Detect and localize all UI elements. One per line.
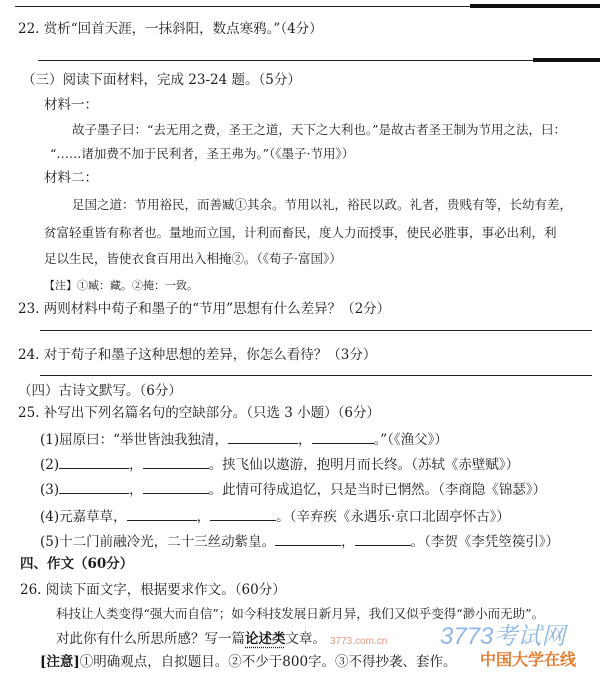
fill-text: (5)十二门前融冷光，二十三丝动紫皇。 xyxy=(40,534,276,550)
fill-blank[interactable] xyxy=(127,507,197,521)
fill-blank[interactable] xyxy=(59,455,129,469)
fill-blank[interactable] xyxy=(143,480,209,494)
answer-line xyxy=(15,6,470,7)
essay-prompt xyxy=(56,630,326,648)
question-22: 22. 赏析“回首天涯，一抹斜阳，数点寒鸦。”（4分） xyxy=(18,21,323,37)
attention-note xyxy=(40,653,457,671)
attention-text: ①明确观点，自拟题目。②不少于800字。③不得抄袭、套作。 xyxy=(79,654,457,670)
answer-line xyxy=(40,375,592,376)
fill-item-4 xyxy=(40,507,510,526)
watermark-cn: 中国大学在线 xyxy=(480,652,577,669)
material-1-text: 故子墨子曰：“去无用之费，圣王之道，天下之大利也。”是故古者圣王制为节用之法，曰： xyxy=(72,122,567,137)
essay-prompt: 科技让人类变得“强大而自信”；如今科技发展日新月异，我们又似乎变得“渺小而无助”。 xyxy=(56,606,545,621)
part-4-heading: 四、作文（60分） xyxy=(20,556,134,572)
question-23: 23. 两则材料中荀子和墨子的“节用”思想有什么差异？（2分） xyxy=(18,301,391,317)
emphasis-text: 论述类 xyxy=(245,631,286,647)
section-4-heading: （四）古诗文默写。（6分） xyxy=(18,383,182,399)
fill-text: (1)屈原曰：“举世皆浊我独清， xyxy=(40,432,229,448)
comma: ， xyxy=(196,509,211,525)
section-3-heading: （三）阅读下面材料，完成 23-24 题。（5分） xyxy=(22,72,301,88)
fill-text: 。（李贺《李凭箜篌引》） xyxy=(410,534,560,550)
material-2-text: 贫富轻重皆有称者也。量地而立国，计利而畜民，度人力而授事，使民必胜事，事必出利，利 xyxy=(44,225,557,240)
material-2-label: 材料二： xyxy=(44,170,98,186)
fill-text: 。此情可待成追忆，只是当时已惘然。（李商隐《锦瑟》） xyxy=(208,482,547,498)
fill-blank[interactable] xyxy=(210,507,276,521)
note: 【注】①臧：藏。②掩：一致。 xyxy=(44,279,198,292)
fill-text: (2) xyxy=(40,457,60,473)
fill-item-1 xyxy=(40,430,448,449)
material-1-text: “……诸加费不加于民利者，圣王弗为。”（《墨子·节用》） xyxy=(50,146,355,161)
material-2-text: 足国之道：节用裕民，而善臧①其余。节用以礼，裕民以政。礼者，贵贱有等，长幼有差， xyxy=(72,197,573,212)
fill-blank[interactable] xyxy=(143,455,209,469)
watermark-logo: 3773考试网 xyxy=(440,623,566,650)
comma: ， xyxy=(129,457,143,473)
watermark-url: 3773.com.cn xyxy=(330,636,388,647)
comma: ， xyxy=(129,482,143,498)
comma: ， xyxy=(341,534,355,550)
prompt-text: 文章。 xyxy=(285,631,326,647)
fill-text: 。（辛弃疾《永遇乐·京口北固亭怀古》） xyxy=(276,509,510,525)
answer-line xyxy=(38,60,533,61)
fill-blank[interactable] xyxy=(355,532,411,546)
fill-text: 。”（《渔父》） xyxy=(373,432,448,448)
fill-item-2 xyxy=(40,455,519,474)
fill-blank[interactable] xyxy=(275,532,341,546)
fill-item-3 xyxy=(40,480,546,499)
material-2-text: 足以生民，皆使衣食百用出入相掩②。（《荀子·富国》） xyxy=(44,251,342,266)
fill-blank[interactable] xyxy=(59,480,129,494)
fill-text: 。挟飞仙以遨游，抱明月而长终。（苏轼《赤壁赋》） xyxy=(208,457,520,473)
comma: ， xyxy=(298,432,312,448)
answer-line-thick xyxy=(470,4,600,8)
fill-text: (4)元嘉草草， xyxy=(40,509,127,525)
attention-label: [注意] xyxy=(40,654,80,670)
answer-line xyxy=(40,330,592,331)
fill-blank[interactable] xyxy=(312,430,374,444)
fill-blank[interactable] xyxy=(228,430,298,444)
prompt-text: 对此你有什么所思所感？写一篇 xyxy=(56,631,245,647)
fill-item-5 xyxy=(40,532,559,551)
material-1-label: 材料一： xyxy=(44,97,98,113)
question-26: 26. 阅读下面文字，根据要求作文。（60分） xyxy=(20,582,286,598)
fill-text: (3) xyxy=(40,482,60,498)
question-24: 24. 对于荀子和墨子这种思想的差异，你怎么看待？（3分） xyxy=(18,347,377,363)
question-25: 25. 补写出下列名篇名句的空缺部分。（只选 3 小题）（6分） xyxy=(18,405,381,421)
answer-line-thick xyxy=(533,58,600,62)
